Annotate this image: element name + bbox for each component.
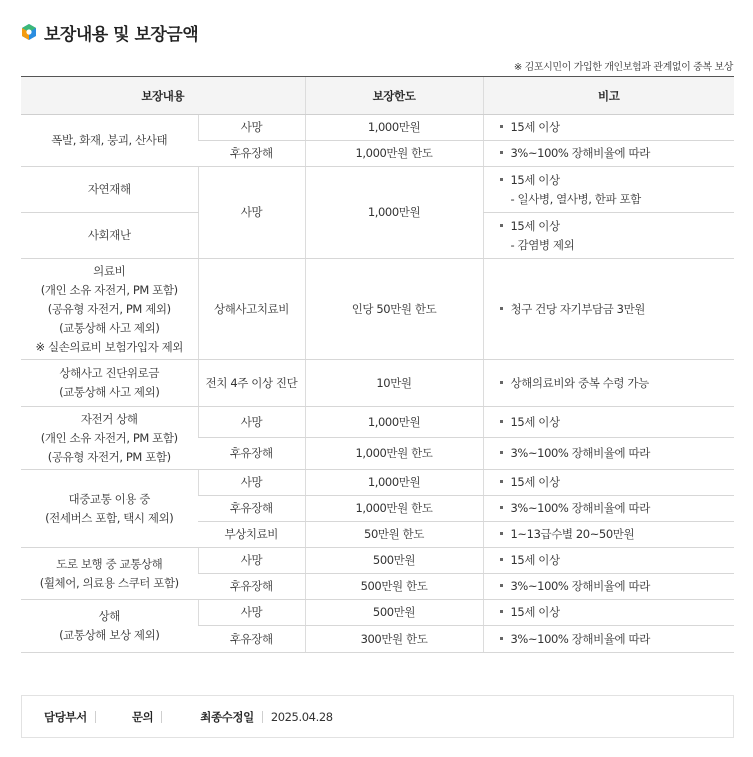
bullet-icon [500,224,503,227]
header-coverage: 보장내용 [21,77,305,115]
coverage-remark: 15세 이상 [483,407,734,438]
coverage-category: 도로 보행 중 교통상해 (휠체어, 의료용 스쿠터 포함) [21,548,198,600]
divider [95,711,96,723]
page-info-footer [21,695,734,738]
table-row [21,259,734,360]
coverage-limit: 10만원 [305,360,483,407]
bullet-icon [500,637,503,640]
table-row [21,167,734,213]
footer-contact [132,709,170,725]
department-label: 담당부서 [44,709,87,724]
table-row [21,115,734,141]
bullet-icon [500,420,503,423]
table-header-row [21,77,734,115]
bullet-icon [500,151,503,154]
coverage-remark: 15세 이상 [483,548,734,574]
divider [161,711,162,723]
coverage-remark: 3%~100% 장해비율에 따라 [483,626,734,653]
coverage-category: 의료비 (개인 소유 자전거, PM 포함) (공유형 자전거, PM 제외) (교통상해 사고 제외) ※ 실손의료비 보험가입자 제외 [21,259,198,360]
page-title-area [20,20,198,44]
coverage-type: 후유장해 [198,438,305,470]
coverage-limit: 1,000만원 한도 [305,141,483,167]
coverage-limit: 500만원 [305,600,483,626]
coverage-type: 부상치료비 [198,522,305,548]
coverage-type: 후유장해 [198,626,305,653]
table-row [21,407,734,438]
table-row [21,548,734,574]
table-row [21,360,734,407]
coverage-limit: 1,000만원 한도 [305,438,483,470]
coverage-remark: 15세 이상 [483,115,734,141]
coverage-type: 사망 [198,548,305,574]
coverage-type: 사망 [198,407,305,438]
coverage-category: 폭발, 화재, 붕괴, 산사태 [21,115,198,167]
bullet-icon [500,480,503,483]
updated-date: 2025.04.28 [270,709,333,724]
bullet-icon [500,558,503,561]
coverage-type: 사망 [198,470,305,496]
bullet-icon [500,451,503,454]
coverage-limit: 500만원 한도 [305,574,483,600]
table-row [21,470,734,496]
bullet-icon [500,584,503,587]
coverage-type: 후유장해 [198,574,305,600]
coverage-limit: 500만원 [305,548,483,574]
coverage-table [21,76,734,653]
header-limit: 보장한도 [305,77,483,115]
coverage-category: 자연재해 [21,167,198,213]
coverage-limit: 인당 50만원 한도 [305,259,483,360]
header-remarks: 비고 [483,77,734,115]
coverage-type: 전치 4주 이상 진단 [198,360,305,407]
coverage-type: 사망 [198,115,305,141]
coverage-remark: 3%~100% 장해비율에 따라 [483,438,734,470]
coverage-limit: 50만원 한도 [305,522,483,548]
bullet-icon [500,307,503,310]
footer-department [22,709,104,725]
contact-label: 문의 [131,709,154,724]
hexagon-logo-icon [20,23,38,41]
coverage-remark: 15세 이상 - 감염병 제외 [483,213,734,259]
bullet-icon [500,610,503,613]
coverage-remark: 1~13급수별 20~50만원 [483,522,734,548]
coverage-type: 상해사고치료비 [198,259,305,360]
bullet-icon [500,506,503,509]
coverage-limit: 1,000만원 [305,167,483,259]
coverage-category: 대중교통 이용 중 (전세버스 포함, 택시 제외) [21,470,198,548]
coverage-type: 사망 [198,167,305,259]
coverage-category: 상해 (교통상해 보상 제외) [21,600,198,653]
footer-updated [200,709,332,725]
coverage-remark: 15세 이상 [483,600,734,626]
coverage-type: 사망 [198,600,305,626]
coverage-category: 자전거 상해 (개인 소유 자전거, PM 포함) (공유형 자전거, PM 포함) [21,407,198,470]
coverage-limit: 300만원 한도 [305,626,483,653]
bullet-icon [500,381,503,384]
bullet-icon [500,532,503,535]
coverage-limit: 1,000만원 [305,115,483,141]
coverage-category: 상해사고 진단위로금 (교통상해 사고 제외) [21,360,198,407]
coverage-remark: 15세 이상 [483,470,734,496]
coverage-category: 사회재난 [21,213,198,259]
coverage-remark: 3%~100% 장해비율에 따라 [483,141,734,167]
coverage-limit: 1,000만원 [305,470,483,496]
duplicate-compensation-note: ※ 김포시민이 가입한 개인보험과 관계없이 중복 보상 [513,62,733,73]
coverage-type: 후유장해 [198,141,305,167]
coverage-type: 후유장해 [198,496,305,522]
bullet-icon [500,125,503,128]
updated-label: 최종수정일 [200,709,254,724]
coverage-limit: 1,000만원 [305,407,483,438]
coverage-limit: 1,000만원 한도 [305,496,483,522]
coverage-remark: 15세 이상 - 일사병, 열사병, 한파 포함 [483,167,734,213]
coverage-remark: 3%~100% 장해비율에 따라 [483,496,734,522]
table-row [21,600,734,626]
divider [262,711,263,723]
coverage-remark: 3%~100% 장해비율에 따라 [483,574,734,600]
page-title: 보장내용 및 보장금액 [44,24,199,45]
coverage-remark: 청구 건당 자기부담금 3만원 [483,259,734,360]
bullet-icon [500,178,503,181]
coverage-remark: 상해의료비와 중복 수령 가능 [483,360,734,407]
